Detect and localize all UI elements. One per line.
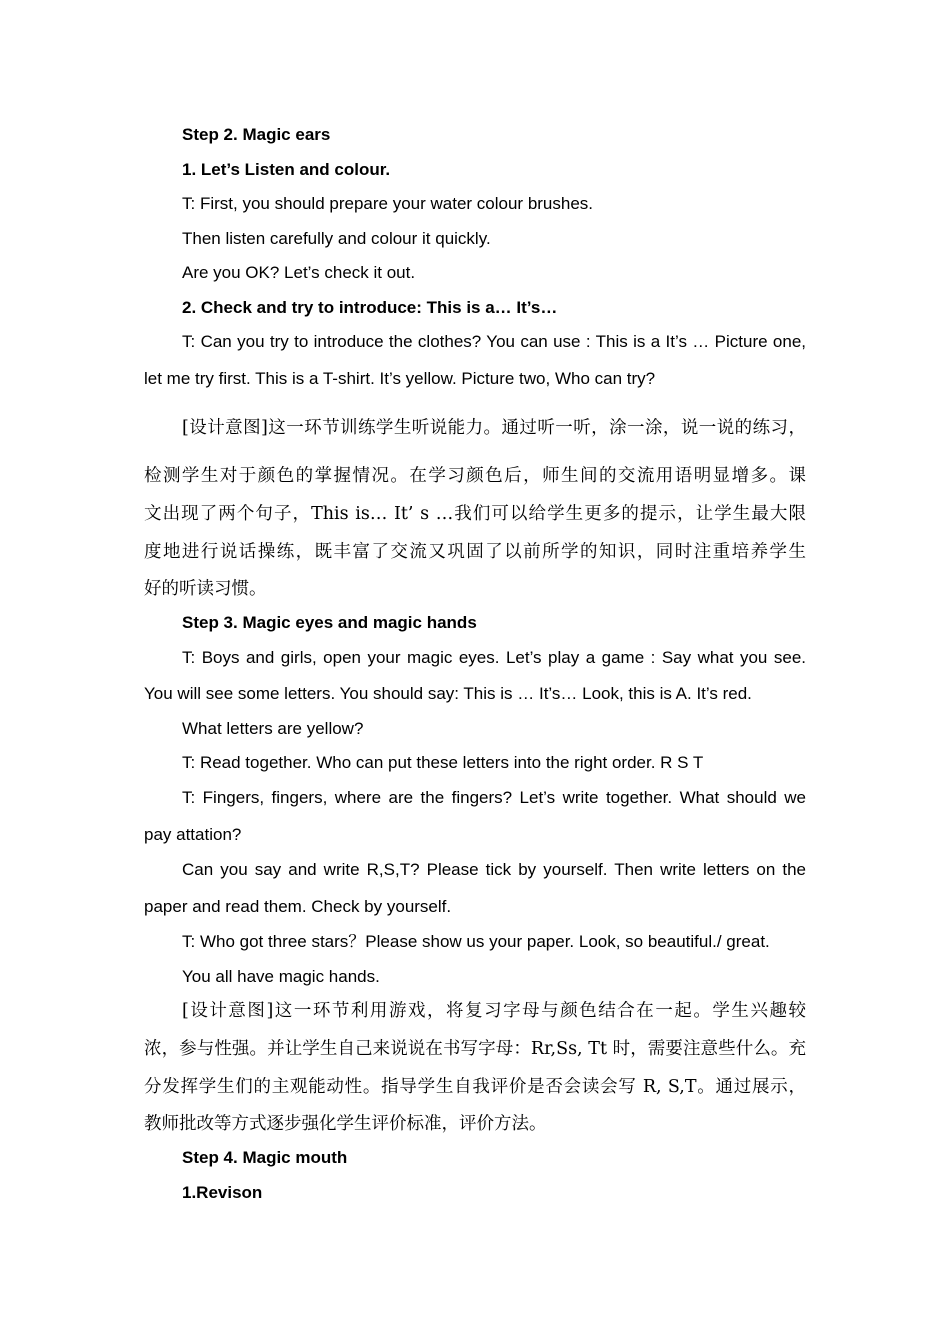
step3-line-5a: Can you say and write R,S,T? Please tick by yourself. Then write letters on the [182,860,806,879]
step3-line-5b: paper and read them. Check by yourself. [144,897,452,916]
step3-line-7: You all have magic hands. [182,967,380,986]
step3-design-line-1: [设计意图]这一环节利用游戏，将复习字母与颜色结合在一起。学生兴趣较 [182,1001,806,1021]
step3-design-line-4: 教师批改等方式逐步强化学生评价标准，评价方法。 [144,1114,547,1134]
step2-design-line-1: [设计意图]这一环节训练学生听说能力。通过听一听，涂一涂，说一说的练习， [182,418,806,438]
step3-line-4b: pay attation? [144,825,242,844]
step3-line-1b: You will see some letters. You should say: This is … It’s… Look, this is A. It’s red. [144,684,752,703]
step3-design-line-2: 浓，参与性强。并让学生自己来说说在书写字母：Rr,Ss, Tt 时，需要注意些什么。充 [144,1039,806,1059]
step2-teacher-line-4a: T: Can you try to introduce the clothes? You can use : This is a It’s … Picture one, [182,332,806,351]
step2-design-line-3: 文出现了两个句子，This is… It’ s …我们可以给学生更多的提示，让学生最大限 [144,504,806,524]
step3-line-1a: T: Boys and girls, open your magic eyes. Let’s play a game : Say what you see. [182,648,806,667]
step2-teacher-line-4b: let me try first. This is a T-shirt. It’s yellow. Picture two, Who can try? [144,369,656,388]
step2-subheading-listen: 1. Let’s Listen and colour. [182,160,391,179]
step2-teacher-line-2: Then listen carefully and colour it quickly. [182,229,491,248]
step3-line-2: What letters are yellow? [182,719,364,738]
step3-design-line-3: 分发挥学生们的主观能动性。指导学生自我评价是否会读会写 R, S,T。通过展示， [144,1077,806,1097]
step2-teacher-line-1: T: First, you should prepare your water colour brushes. [182,194,594,213]
step3-line-3: T: Read together. Who can put these letters into the right order. R S T [182,753,704,772]
step4-heading: Step 4. Magic mouth [182,1148,348,1167]
step2-design-line-4: 度地进行说话操练，既丰富了交流又巩固了以前所学的知识，同时注重培养学生 [144,542,806,562]
step3-line-6: T: Who got three stars？Please show us your paper. Look, so beautiful./ great. [182,932,770,951]
step2-design-line-2: 检测学生对于颜色的掌握情况。在学习颜色后，师生间的交流用语明显增多。课 [144,466,806,486]
step2-heading: Step 2. Magic ears [182,125,331,144]
step2-design-line-5: 好的听读习惯。 [144,579,267,599]
step2-teacher-line-3: Are you OK? Let’s check it out. [182,263,416,282]
step3-line-4a: T: Fingers, fingers, where are the fingers? Let’s write together. What should we [182,788,806,807]
step2-subheading-check: 2. Check and try to introduce: This is a… It’s… [182,298,558,317]
step3-heading: Step 3. Magic eyes and magic hands [182,613,477,632]
step4-subheading-revision: 1.Revison [182,1183,263,1202]
